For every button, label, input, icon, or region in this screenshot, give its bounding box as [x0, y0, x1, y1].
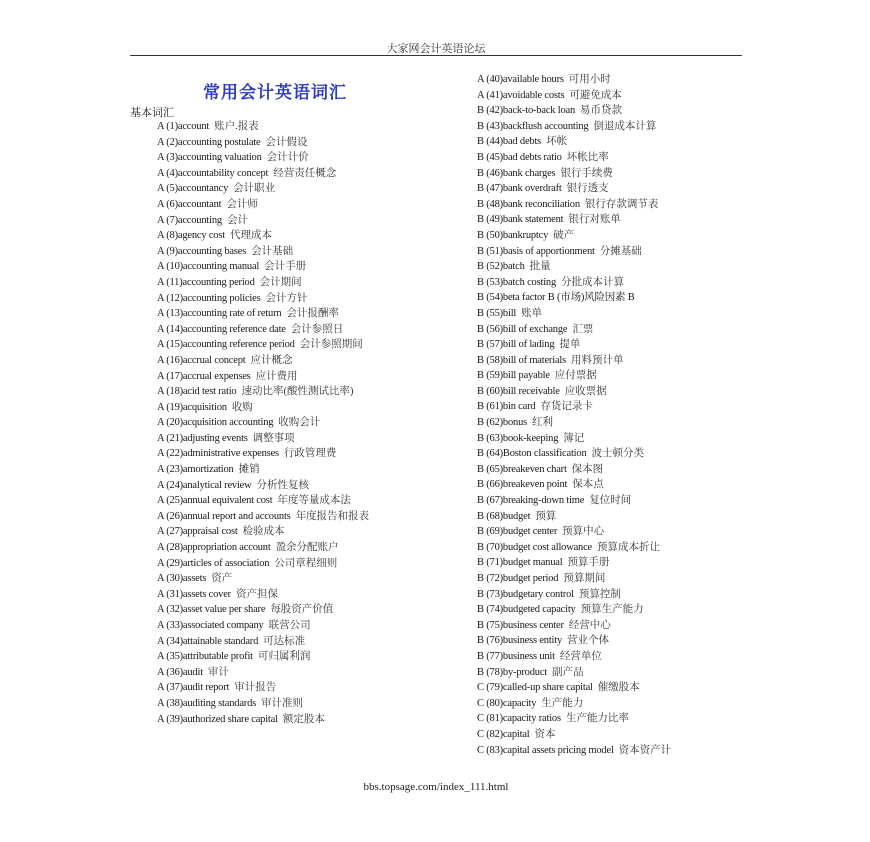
entry-term: B (55)bill: [477, 307, 517, 319]
entry-translation: 经营责任概念: [273, 167, 337, 179]
entry-translation: 生产能力比率: [565, 713, 629, 725]
vocab-entry: [130, 150, 430, 166]
entry-translation: 会计职业: [233, 183, 276, 195]
vocab-entry: [477, 524, 745, 540]
entry-translation: 会计师: [226, 198, 258, 210]
entry-term: B (69)budget center: [477, 526, 558, 538]
entry-term: B (68)budget: [477, 510, 531, 522]
entry-translation: 年度等量成本法: [277, 495, 351, 507]
vocab-entry: [477, 337, 745, 353]
entry-translation: 红利: [532, 417, 554, 429]
vocab-entry: [477, 150, 745, 166]
entry-translation: 应收票据: [564, 385, 607, 397]
vocab-entry: [477, 431, 745, 447]
vocab-entry: [130, 493, 430, 509]
vocab-entry: [130, 712, 430, 728]
vocab-entry: [477, 290, 745, 306]
vocab-entry: [477, 727, 745, 743]
entry-term: B (45)bad debts ratio: [477, 151, 562, 163]
entry-term: A (1)account: [157, 121, 210, 132]
entry-term: A (26)annual report and accounts: [157, 510, 291, 522]
entry-translation: 应计费用: [255, 370, 298, 382]
entry-term: A (19)acquisition: [157, 401, 227, 413]
entry-term: B (66)breakeven point: [477, 479, 568, 491]
vocab-entry: [477, 415, 745, 431]
entry-translation: 调整事项: [252, 432, 295, 444]
entry-term: B (78)by-product: [477, 666, 547, 678]
entry-term: B (76)business entity: [477, 635, 563, 647]
entry-translation: 摊销: [238, 464, 260, 476]
entry-term: A (37)audit report: [157, 682, 230, 694]
entry-translation: 审计报告: [234, 682, 277, 694]
entry-translation: 会计期间: [259, 276, 302, 288]
entry-translation: 代理成本: [229, 230, 272, 242]
entry-term: A (29)articles of association: [157, 557, 270, 569]
entry-term: A (32)asset value per share: [157, 604, 266, 616]
vocab-entry: [477, 228, 745, 244]
entry-translation: 预算手册: [567, 557, 610, 569]
entry-term: A (4)accountability concept: [157, 167, 269, 179]
vocab-entry: [477, 259, 745, 275]
vocab-entry: [477, 88, 745, 104]
entry-translation: 催缴股本: [597, 682, 640, 694]
vocab-entry: [477, 649, 745, 665]
vocab-entry: [477, 462, 745, 478]
vocab-entry: [477, 306, 745, 322]
entry-term: A (15)accounting reference period: [157, 339, 295, 351]
entry-translation: 会计假设: [265, 136, 308, 148]
entry-term: A (12)accounting policies: [157, 292, 261, 304]
entry-term: A (2)accounting postulate: [157, 136, 261, 148]
vocab-entry: [477, 197, 745, 213]
entry-translation: 汇票: [572, 323, 594, 335]
entry-translation: 簿记: [563, 432, 585, 444]
entry-term: B (52)batch: [477, 261, 525, 273]
entry-term: C (83)capital assets pricing model: [477, 744, 614, 756]
entry-translation: 可达标准: [263, 635, 306, 647]
entry-term: B (57)bill of lading: [477, 339, 555, 351]
vocab-entry: [477, 555, 745, 571]
vocab-entry: [477, 711, 745, 727]
entry-term: B (56)bill of exchange: [477, 323, 568, 335]
entry-term: B (60)bill receivable: [477, 385, 560, 397]
entry-term: A (28)appropriation account: [157, 542, 271, 554]
entry-term: A (21)adjusting events: [157, 432, 248, 444]
vocab-entry: [130, 353, 430, 369]
entry-translation: 破产: [553, 229, 575, 241]
vocab-entry: [130, 478, 430, 494]
entry-term: B (61)bin card: [477, 401, 536, 413]
vocab-entry: [130, 259, 430, 275]
vocab-entry: [477, 571, 745, 587]
entry-term: B (74)budgeted capacity: [477, 604, 576, 616]
entry-term: B (71)budget manual: [477, 557, 563, 569]
entry-term: A (18)acid test ratio: [157, 386, 237, 398]
vocab-entry: [130, 587, 430, 603]
vocab-entry: [477, 477, 745, 493]
entry-term: C (79)called-up share capital: [477, 682, 593, 694]
vocab-entry: [130, 135, 430, 151]
vocab-entry: [130, 213, 430, 229]
entry-term: B (58)bill of materials: [477, 354, 567, 366]
vocab-entry: [130, 306, 430, 322]
entry-term: A (38)auditing standards: [157, 697, 257, 709]
entry-translation: 分析性复核: [256, 479, 310, 491]
entry-term: A (39)authorized share capital: [157, 713, 278, 725]
entry-translation: 营业个体: [567, 635, 610, 647]
entry-translation: 预算中心: [562, 526, 605, 538]
entry-translation: 审计: [207, 666, 229, 678]
entry-term: B (63)book-keeping: [477, 432, 559, 444]
vocab-entry: [477, 134, 745, 150]
vocab-entry: [130, 322, 430, 338]
entry-term: A (13)accounting rate of return: [157, 308, 282, 320]
vocab-entry: [477, 72, 745, 88]
vocab-entry: [130, 228, 430, 244]
vocab-entry: [477, 743, 745, 759]
entry-translation: 提单: [559, 339, 581, 351]
entry-term: C (82)capital: [477, 728, 530, 740]
vocab-entry: [130, 197, 430, 213]
entry-term: A (16)accrual concept: [157, 354, 246, 366]
vocab-entry: [130, 524, 430, 540]
entry-translation: 保本点: [572, 479, 604, 491]
vocab-entry: [130, 181, 430, 197]
vocab-entry: [130, 400, 430, 416]
entry-translation: 银行对账单: [568, 214, 621, 226]
vocab-entry: [130, 540, 430, 556]
entry-term: A (40)available hours: [477, 74, 564, 85]
vocab-entry: [130, 696, 430, 712]
vocab-entry: [130, 649, 430, 665]
entry-translation: 易币贷款: [580, 105, 623, 117]
document-title: 常用会计英语词汇: [203, 83, 347, 103]
entry-translation: 资本资产计: [618, 744, 672, 756]
entry-term: B (43)backflush accounting: [477, 120, 589, 132]
entry-translation: 倒退成本计算: [593, 120, 657, 132]
entry-translation: 预算控制: [578, 588, 621, 600]
entry-term: A (30)assets: [157, 573, 207, 585]
entry-translation: 银行手续费: [560, 167, 613, 179]
entry-translation: 盈余分配账户: [275, 542, 339, 554]
entry-translation: 应付票据: [554, 370, 597, 382]
entry-term: A (7)accounting: [157, 214, 222, 226]
vocab-entry: [477, 493, 745, 509]
entry-term: A (41)avoidable costs: [477, 89, 565, 101]
entry-term: B (62)bonus: [477, 417, 528, 429]
entry-term: B (64)Boston classification: [477, 448, 587, 460]
vocab-entry: [130, 680, 430, 696]
vocab-entry: [130, 244, 430, 260]
vocab-entry: [477, 212, 745, 228]
entry-term: A (17)accrual expenses: [157, 370, 251, 382]
entry-translation: 波士顿分类: [591, 448, 645, 460]
vocab-entry: [130, 275, 430, 291]
section-label: 基本词汇: [130, 107, 174, 119]
entry-term: B (50)bankruptcy: [477, 229, 549, 241]
entry-term: B (49)bank statement: [477, 214, 564, 226]
vocab-entry: [477, 119, 745, 135]
entry-translation: 银行透支: [566, 183, 609, 195]
vocab-entry: [477, 368, 745, 384]
entry-translation: 收购: [231, 401, 253, 413]
vocab-entry: [130, 571, 430, 587]
entry-translation: 经营中心: [568, 619, 611, 631]
entry-term: B (46)bank charges: [477, 167, 556, 179]
entry-translation: 可归属利润: [257, 651, 311, 663]
entry-term: A (27)appraisal cost: [157, 526, 238, 538]
entry-translation: 会计基础: [251, 245, 294, 257]
entry-term: A (9)accounting bases: [157, 245, 247, 257]
entry-translation: 会计手册: [264, 261, 307, 273]
left-column: [130, 119, 430, 727]
vocab-entry: [130, 665, 430, 681]
entry-term: A (24)analytical review: [157, 479, 252, 491]
vocab-entry: [130, 462, 430, 478]
entry-translation: 可避免成本: [569, 89, 622, 101]
entry-translation: 预算期间: [563, 573, 606, 584]
entry-translation: 资本: [534, 728, 556, 740]
entry-translation: 坏帐比率: [566, 151, 609, 163]
entry-term: B (42)back-to-back loan: [477, 105, 576, 117]
entry-term: B (73)budgetary control: [477, 588, 574, 600]
right-column: [477, 72, 745, 758]
entry-term: B (77)business unit: [477, 650, 555, 662]
vocab-entry: [477, 181, 745, 197]
entry-term: A (6)accountant: [157, 198, 222, 210]
footer-url: bbs.topsage.com/index_111.html: [363, 781, 509, 793]
vocab-entry: [477, 399, 745, 415]
entry-term: B (75)business center: [477, 619, 564, 631]
entry-term: B (54)beta factor B (市场)风险因素 B: [477, 292, 635, 304]
entry-translation: 额定股本: [282, 713, 325, 725]
vocab-entry: [130, 431, 430, 447]
entry-translation: 会计: [226, 214, 248, 226]
entry-term: B (59)bill payable: [477, 370, 550, 382]
entry-term: A (22)administrative expenses: [157, 448, 279, 460]
entry-term: A (3)accounting valuation: [157, 152, 262, 164]
entry-term: A (10)accounting manual: [157, 261, 260, 273]
vocab-entry: [477, 696, 745, 712]
vocab-entry: [130, 119, 430, 135]
entry-term: A (11)accounting period: [157, 276, 255, 288]
vocab-entry: [477, 166, 745, 182]
entry-term: A (36)audit: [157, 666, 203, 678]
vocab-entry: [130, 509, 430, 525]
entry-translation: 生产能力: [541, 697, 584, 709]
entry-translation: 审计准则: [261, 697, 304, 709]
entry-translation: 速动比率(酸性测试比率): [241, 386, 354, 398]
entry-translation: 检验成本: [242, 526, 285, 538]
entry-translation: 副产品: [552, 666, 584, 678]
vocab-entry: [477, 633, 745, 649]
entry-translation: 复位时间: [589, 495, 632, 507]
vocab-entry: [477, 587, 745, 603]
vocab-entry: [477, 665, 745, 681]
entry-translation: 预算生产能力: [580, 604, 644, 616]
entry-translation: 存货记录卡: [540, 401, 593, 413]
entry-translation: 联营公司: [268, 620, 311, 631]
vocab-entry: [477, 244, 745, 260]
entry-translation: 账单: [521, 307, 543, 319]
entry-term: A (23)amortization: [157, 464, 234, 476]
entry-translation: 年度报告和报表: [295, 510, 370, 522]
entry-term: A (25)annual equivalent cost: [157, 495, 273, 507]
entry-translation: 预算成本折让: [597, 541, 661, 553]
entry-translation: 会计参照日: [290, 323, 344, 335]
entry-translation: 会计方针: [265, 292, 308, 304]
entry-translation: 会计报酬率: [286, 308, 339, 320]
running-header: 大家网会计英语论坛: [386, 43, 486, 55]
vocab-entry: [130, 369, 430, 385]
entry-translation: 账户.报表: [214, 121, 259, 132]
entry-translation: 每股资产价值: [270, 604, 334, 616]
entry-translation: 资产担保: [235, 588, 278, 600]
vocab-entry: [477, 384, 745, 400]
header-rule: [130, 55, 742, 56]
vocab-entry: [477, 540, 745, 556]
entry-term: B (47)bank overdraft: [477, 183, 562, 195]
entry-term: B (67)breaking-down time: [477, 495, 585, 507]
entry-translation: 公司章程细则: [274, 557, 338, 569]
entry-translation: 分批成本计算: [561, 276, 625, 288]
entry-term: B (48)bank reconciliation: [477, 198, 580, 210]
entry-term: B (44)bad debts: [477, 136, 542, 148]
vocab-entry: [477, 618, 745, 634]
entry-translation: 分摊基础: [599, 245, 642, 257]
entry-term: A (34)attainable standard: [157, 635, 259, 647]
entry-translation: 预算: [535, 510, 557, 522]
entry-term: B (72)budget period: [477, 573, 559, 584]
vocab-entry: [130, 634, 430, 650]
entry-term: B (51)basis of apportionment: [477, 245, 595, 257]
entry-translation: 会计计价: [266, 152, 309, 164]
vocab-entry: [130, 166, 430, 182]
entry-term: C (81)capacity ratios: [477, 713, 561, 725]
vocab-entry: [130, 556, 430, 572]
entry-translation: 坏帐: [546, 136, 568, 148]
vocab-entry: [477, 680, 745, 696]
vocab-entry: [477, 322, 745, 338]
entry-translation: 应计概念: [250, 354, 293, 366]
vocab-entry: [130, 337, 430, 353]
vocab-entry: [130, 291, 430, 307]
entry-term: A (20)acquisition accounting: [157, 417, 274, 429]
entry-translation: 保本图: [571, 463, 604, 475]
entry-translation: 用料预计单: [571, 354, 624, 366]
entry-term: A (14)accounting reference date: [157, 323, 286, 335]
entry-term: A (8)agency cost: [157, 230, 225, 242]
entry-translation: 可用小时: [568, 74, 611, 85]
entry-term: A (31)assets cover: [157, 588, 231, 600]
vocab-entry: [477, 275, 745, 291]
vocab-entry: [130, 446, 430, 462]
vocab-entry: [130, 618, 430, 634]
entry-term: B (53)batch costing: [477, 276, 557, 288]
entry-translation: 行政管理费: [283, 448, 337, 460]
vocab-entry: [477, 509, 745, 525]
entry-translation: 收购会计: [278, 417, 321, 429]
vocab-entry: [477, 446, 745, 462]
entry-term: A (35)attributable profit: [157, 651, 253, 663]
vocab-entry: [477, 602, 745, 618]
vocab-entry: [477, 103, 745, 119]
entry-translation: 银行存款调节表: [584, 198, 659, 210]
entry-term: C (80)capacity: [477, 697, 537, 709]
entry-translation: 会计参照期间: [299, 339, 363, 351]
entry-term: B (65)breakeven chart: [477, 463, 567, 475]
entry-term: B (70)budget cost allowance: [477, 541, 593, 553]
vocab-entry: [130, 384, 430, 400]
vocab-entry: [130, 415, 430, 431]
vocab-entry: [130, 602, 430, 618]
entry-term: A (33)associated company: [157, 620, 264, 631]
entry-translation: 经营单位: [559, 650, 602, 662]
entry-translation: 资产: [211, 573, 233, 585]
entry-translation: 批量: [529, 261, 551, 273]
entry-term: A (5)accountancy: [157, 183, 229, 195]
vocab-entry: [477, 353, 745, 369]
